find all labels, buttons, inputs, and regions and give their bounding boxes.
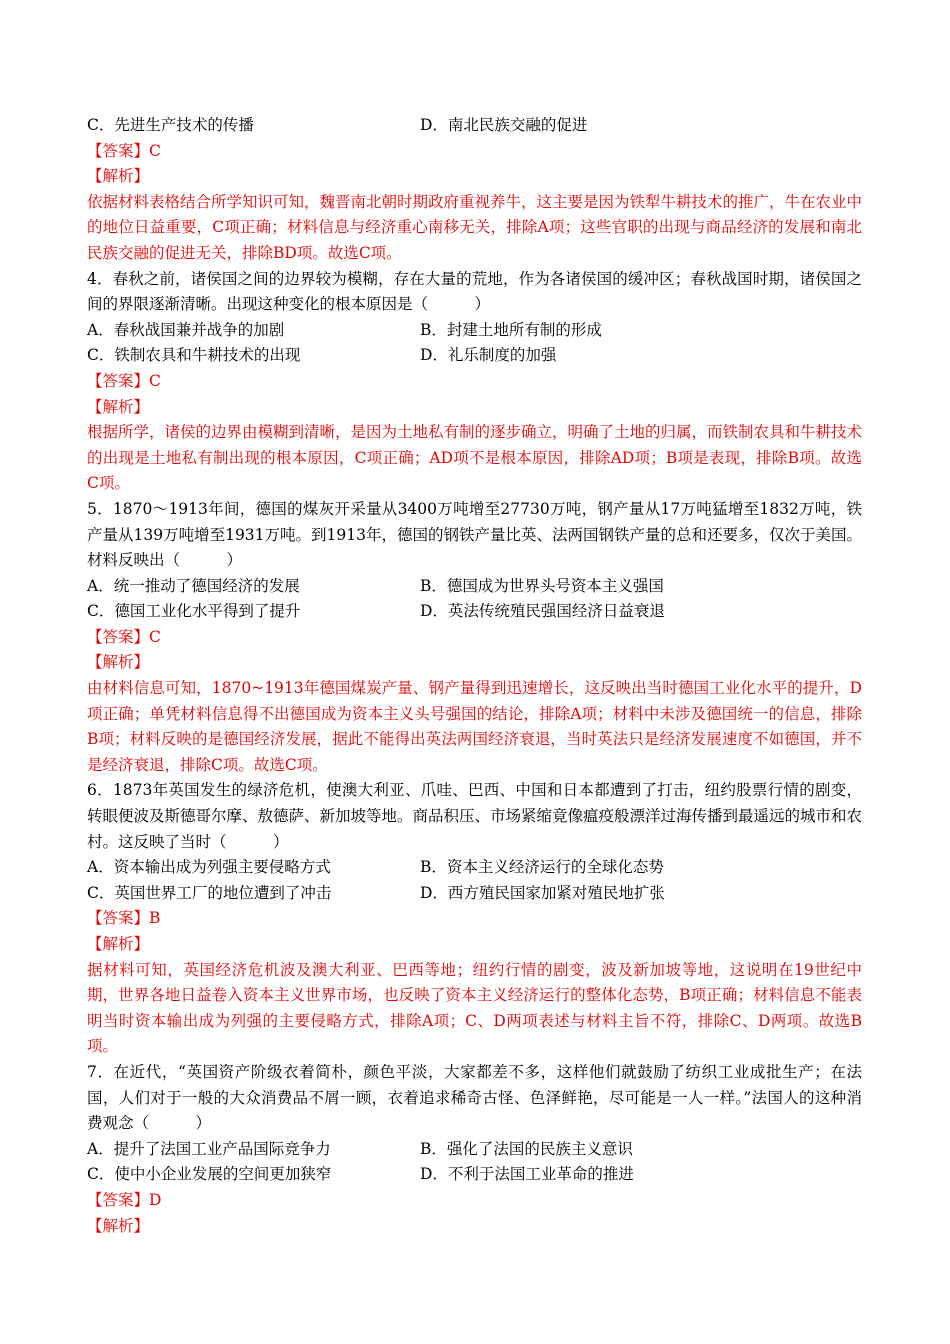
- q4-analysis-label: 【解析】: [87, 397, 150, 416]
- q6-analysis-label: 【解析】: [87, 935, 150, 953]
- q6-option-c: C．英国世界工厂的地位遭到了冲击: [87, 883, 332, 902]
- q3-analysis: 依据材料表格结合所学知识可知，魏晋南北朝时期政府重视养牛，这主要是因为铁犁牛耕技术的推广，牛在农业中的地位日益重要，C项正确；材料信息与经济重心南移无关，排除A项；这些官职的出现与商品经济的发展和南北民族交融的促进无关，排除BD项。故选C项。: [87, 192, 863, 262]
- q5-option-b: B．德国成为世界头号资本主义强国: [420, 576, 664, 595]
- q5-analysis: 由材料信息可知，1870~1913年德国煤炭产量、钢产量得到迅速增长，这反映出当时德国工业化水平的提升，D项正确；单凭材料信息得不出德国成为资本主义头号强国的结论，排除A项；材料中未涉及德国统一的信息，排除B项；材料反映的是德国经济发展，据此不能得出英法两国经济衰退，当时英法只是经济发展速度不如德国，并不是经济衰退，排除C项。故选C项。: [87, 679, 862, 774]
- q5-option-a: A．统一推动了德国经济的发展: [87, 576, 300, 595]
- q4-options-row-2: [87, 343, 862, 369]
- q3-answer: 【答案】C: [87, 141, 161, 160]
- q5-answer: 【答案】C: [87, 627, 161, 646]
- document-page: [87, 113, 862, 1239]
- q5-options-row-1: [87, 574, 862, 600]
- q4-answer: 【答案】C: [87, 371, 161, 390]
- q4-analysis: 根据所学，诸侯的边界由模糊到清晰，是因为土地私有制的逐步确立，明确了土地的归属，而铁制农具和牛耕技术的出现是土地私有制出现的根本原因，C项正确；AD项不是根本原因，排除AD项；B项是表现，排除B项。故选C项。: [87, 423, 863, 493]
- q6-answer: 【答案】B: [87, 909, 161, 928]
- q4-option-c: C．铁制农具和牛耕技术的出现: [87, 346, 301, 365]
- q4-stem: 4．春秋之前，诸侯国之间的边界较为模糊，存在大量的荒地，作为各诸侯国的缓冲区；春秋战国时期，诸侯国之间的界限逐渐清晰。出现这种变化的根本原因是（ ）: [87, 269, 862, 314]
- q4-option-b: B．封建土地所有制的形成: [420, 320, 602, 339]
- q6-options-row-1: [87, 855, 862, 881]
- q5-option-c: C．德国工业化水平得到了提升: [87, 602, 301, 621]
- q6-option-b: B．资本主义经济运行的全球化态势: [420, 858, 664, 877]
- q6-option-d: D．西方殖民国家加紧对殖民地扩张: [420, 883, 665, 902]
- q6-analysis: 据材料可知，英国经济危机波及澳大利亚、巴西等地；纽约行情的剧变，波及新加坡等地，这说明在19世纪中期，世界各地日益卷入资本主义世界市场，也反映了资本主义经济运行的整体化态势，B项正确；材料信息不能表明当时资本输出成为列强的主要侵略方式，排除A项；C、D两项表述与材料主旨不符，排除C、D两项。故选B项。: [87, 960, 862, 1056]
- q6-options-row-2: [87, 881, 862, 907]
- q7-option-b: B．强化了法国的民族主义意识: [420, 1139, 633, 1158]
- q3-options-row-1: [87, 113, 862, 139]
- q6-stem: 6．1873年英国发生的绿济危机，使澳大利亚、爪哇、巴西、中国和日本都遭到了打击，纽约股票行情的剧变，转眼便波及斯德哥尔摩、敖德萨、新加坡等地。商品积压、市场紧缩竟像瘟疫般漂洋过海传播到最遥远的城市和农村。这反映了当时（ ）: [87, 781, 863, 851]
- q4-option-a: A．春秋战国兼并战争的加剧: [87, 320, 285, 339]
- q3-option-d: D．南北民族交融的促进: [420, 116, 588, 134]
- q4-options-row-1: [87, 318, 862, 344]
- q7-options-row-2: [87, 1162, 862, 1188]
- q7-option-c: C．使中小企业发展的空间更加狭窄: [87, 1165, 332, 1184]
- q6-option-a: A．资本输出成为列强主要侵略方式: [87, 858, 331, 877]
- q7-stem: 7．在近代，“英国资产阶级衣着简朴，颜色平淡，大家都差不多，这样他们就鼓励了纺织工业成批生产；在法国，人们对于一般的大众消费品不屑一顾，衣着追求稀奇古怪、色泽鲜艳，尽可能是一人一样。”法国人的这种消费观念（ ）: [87, 1062, 862, 1133]
- q7-option-a: A．提升了法国工业产品国际竞争力: [87, 1139, 331, 1158]
- q4-option-d: D．礼乐制度的加强: [420, 346, 557, 365]
- q5-analysis-label: 【解析】: [87, 653, 150, 672]
- q7-option-d: D．不利于法国工业革命的推进: [420, 1165, 634, 1184]
- q7-answer: 【答案】D: [87, 1190, 162, 1209]
- q3-analysis-label: 【解析】: [87, 167, 150, 186]
- q7-options-row-1: [87, 1137, 862, 1163]
- q5-stem: 5．1870～1913年间，德国的煤灰开采量从3400万吨增至27730万吨，钢产量从17万吨猛增至1832万吨，铁产量从139万吨增至1931万吨。到1913年，德国的钢铁产量比英、法两国钢铁产量的总和还要多，仅次于美国。材料反映出（ ）: [87, 499, 862, 570]
- q7-analysis-label: 【解析】: [87, 1216, 150, 1235]
- q5-option-d: D．英法传统殖民强国经济日益衰退: [420, 602, 665, 621]
- q5-options-row-2: [87, 599, 862, 625]
- q3-option-c: C．先进生产技术的传播: [87, 116, 254, 134]
